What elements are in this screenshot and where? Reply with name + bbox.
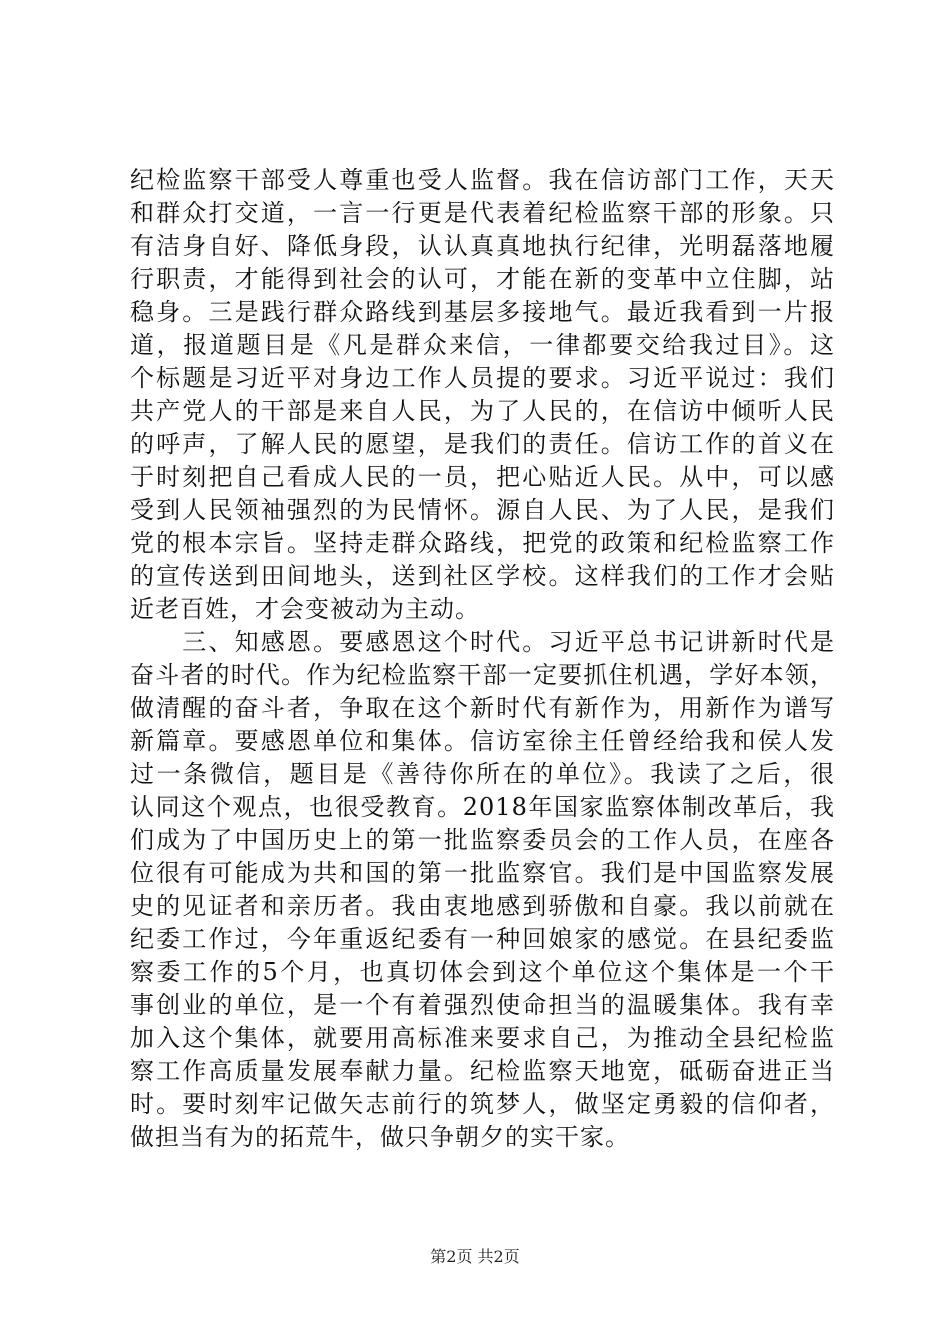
text-line: 的宣传送到田间地头，送到社区学校。这样我们的工作才会贴 (130, 562, 835, 590)
text-line: 于时刻把自己看成人民的一员，把心贴近人民。从中，可以感 (130, 463, 835, 491)
text-line: 道，报道题目是《凡是群众来信，一律都要交给我过目》。这 (130, 331, 835, 359)
text-line: 行职责，才能得到社会的认可，才能在新的变革中立住脚，站 (130, 265, 835, 293)
text-line: 认同这个观点，也很受教育。2018年国家监察体制改革后，我 (130, 793, 835, 821)
text-line: 受到人民领袖强烈的为民情怀。源自人民、为了人民，是我们 (130, 496, 835, 524)
text-line: 和群众打交道，一言一行更是代表着纪检监察干部的形象。只 (130, 199, 835, 227)
text-line: 们成为了中国历史上的第一批监察委员会的工作人员，在座各 (130, 826, 835, 854)
text-line: 的呼声，了解人民的愿望，是我们的责任。信访工作的首义在 (130, 430, 835, 458)
text-line: 近老百姓，才会变被动为主动。 (130, 595, 480, 623)
text-line: 察委工作的5个月，也真切体会到这个单位这个集体是一个干 (130, 958, 835, 986)
text-line: 时。要时刻牢记做矢志前行的筑梦人，做坚定勇毅的信仰者， (130, 1090, 835, 1118)
text-line: 加入这个集体，就要用高标准来要求自己，为推动全县纪检监 (130, 1024, 835, 1052)
text-line: 党的根本宗旨。坚持走群众路线，把党的政策和纪检监察工作 (130, 529, 835, 557)
text-line: 做担当有为的拓荒牛，做只争朝夕的实干家。 (130, 1123, 630, 1151)
text-line: 事创业的单位，是一个有着强烈使命担当的温暖集体。我有幸 (130, 991, 835, 1019)
text-line: 有洁身自好、降低身段，认认真真地执行纪律，光明磊落地履 (130, 232, 835, 260)
body-text (130, 164, 835, 1154)
text-line: 过一条微信，题目是《善待你所在的单位》。我读了之后，很 (130, 760, 835, 788)
text-line: 位很有可能成为共和国的第一批监察官。我们是中国监察发展 (130, 859, 835, 887)
text-line: 三、知感恩。要感恩这个时代。习近平总书记讲新时代是 (130, 628, 835, 656)
text-line: 个标题是习近平对身边工作人员提的要求。习近平说过：我们 (130, 364, 835, 392)
text-line: 纪检监察干部受人尊重也受人监督。我在信访部门工作，天天 (130, 166, 835, 194)
text-line: 察工作高质量发展奉献力量。纪检监察天地宽，砥砺奋进正当 (130, 1057, 835, 1085)
text-line: 做清醒的奋斗者，争取在这个新时代有新作为，用新作为谱写 (130, 694, 835, 722)
text-line: 新篇章。要感恩单位和集体。信访室徐主任曾经给我和侯人发 (130, 727, 835, 755)
text-line: 史的见证者和亲历者。我由衷地感到骄傲和自豪。我以前就在 (130, 892, 835, 920)
text-line: 奋斗者的时代。作为纪检监察干部一定要抓住机遇，学好本领， (130, 661, 835, 689)
text-line: 稳身。三是践行群众路线到基层多接地气。最近我看到一片报 (130, 298, 835, 326)
text-line: 纪委工作过，今年重返纪委有一种回娘家的感觉。在县纪委监 (130, 925, 835, 953)
page-footer: 第2页 共2页 (430, 1247, 520, 1266)
text-line: 共产党人的干部是来自人民，为了人民的，在信访中倾听人民 (130, 397, 835, 425)
